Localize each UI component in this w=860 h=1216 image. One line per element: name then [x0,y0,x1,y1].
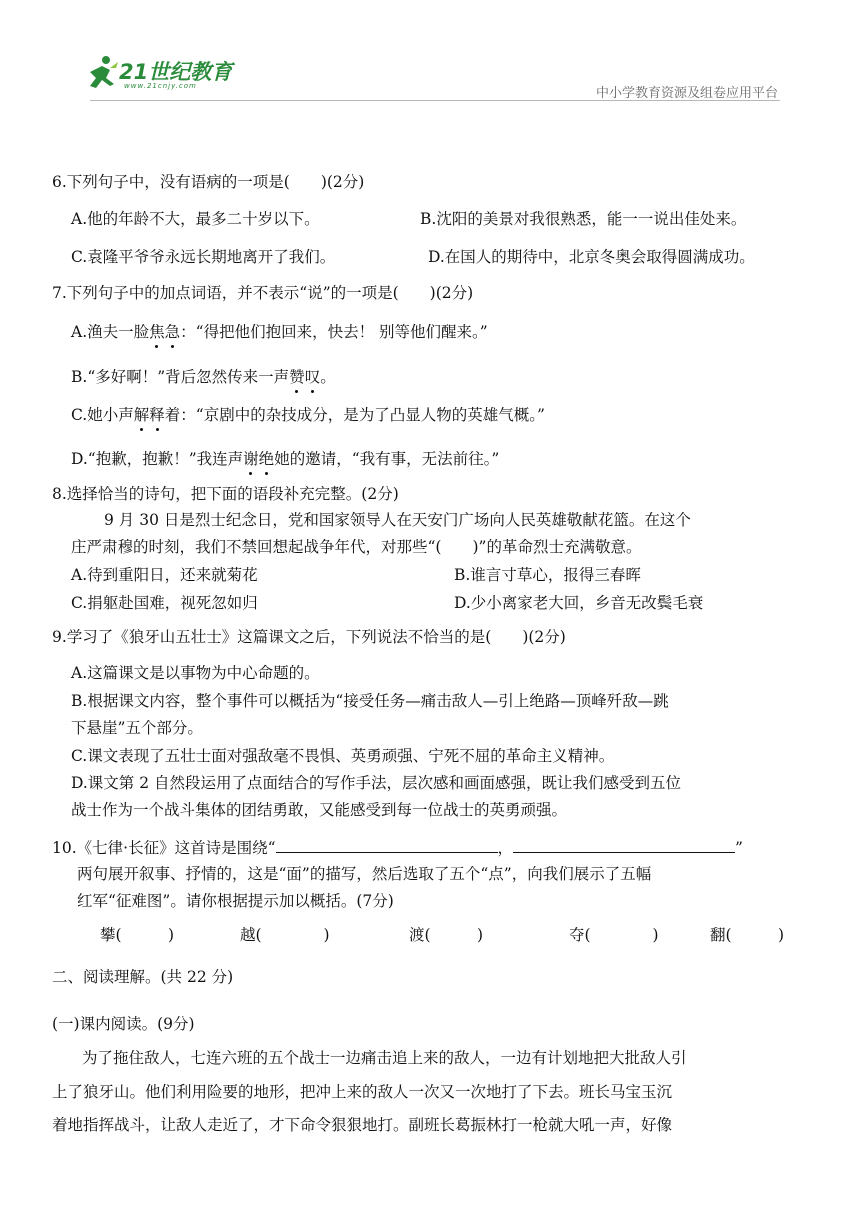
dotted-word: 叹 [304,368,321,386]
question-10-prompt-du: 渡( ) [409,926,484,944]
question-10-close-quote: ” [735,839,743,857]
question-8-option-c: C.捐躯赴国难，视死忽如归 [71,594,258,612]
option-text: A.渔夫一脸 [71,323,150,341]
runner-logo-icon [84,54,120,94]
question-6-option-c: C.袁隆平爷爷永远长期地离开了我们。 [71,248,336,266]
question-7-option-a [71,322,488,342]
question-9-option-a: A.这篇课文是以事物为中心命题的。 [71,664,320,682]
question-10-line-3: 红军“征难图”。请你根据提示加以概括。(7分) [77,892,394,910]
question-8-option-d: D.少小离家老大回，乡音无改鬓毛衰 [454,594,704,612]
platform-name: 中小学教育资源及组卷应用平台 [595,86,778,101]
question-6-option-a: A.他的年龄不大，最多二十岁以下。 [71,210,320,228]
option-text: 她的邀请，“我有事，无法前往。” [274,450,500,468]
question-10-comma: ， [497,839,514,857]
question-7-option-d [71,449,499,469]
dotted-word: 急 [164,323,181,341]
option-text: 。 [320,368,336,386]
question-10-prompt-pan: 攀( ) [100,926,175,944]
dotted-word: 释 [149,406,165,424]
header-divider [90,100,780,101]
option-text: C.她小声 [71,406,134,424]
reading-paragraph-line-3: 着地指挥战斗，让敌人走近了，才下命令狠狠地打。副班长葛振林打一枪就大吼一声，好像 [52,1116,673,1134]
question-7-option-c [71,405,545,425]
question-9-option-d-line-2: 战士作为一个战斗集体的团结勇敢，又能感受到每一位战士的英勇顽强。 [71,801,568,819]
question-8-option-a: A.待到重阳日，还来就菊花 [71,566,258,584]
page-header [0,0,860,110]
question-9-stem: 9.学习了《狼牙山五壮士》这篇课文之后，下列说法不恰当的是( )(2分) [52,628,566,646]
option-text: 着：“京剧中的杂技成分，是为了凸显人物的英雄气概。” [164,406,545,424]
answer-blank-2[interactable] [513,836,735,853]
question-6-option-b: B.沈阳的美景对我很熟悉，能一一说出佳处来。 [420,210,747,228]
dotted-word: 焦 [149,323,165,341]
reading-paragraph-line-2: 上了狼牙山。他们利用险要的地形，把冲上来的敌人一次又一次地打了下去。班长马宝玉沉 [52,1083,673,1101]
question-6-option-d: D.在国人的期待中，北京冬奥会取得圆满成功。 [428,248,755,266]
question-8-paragraph-line-2: 庄严肃穆的时刻，我们不禁回想起战争年代，对那些“( )”的革命烈士充满敬意。 [71,538,642,556]
question-10-prompt-duo: 夺( ) [569,926,659,944]
option-text: ：“得把他们抱回来，快去！ 别等他们醒来。” [180,323,488,341]
question-10-prompt-yue: 越( ) [240,926,330,944]
question-10-stem-text: 10.《七律·长征》这首诗是围绕“ [52,839,276,857]
question-7-stem: 7.下列句子中的加点词语，并不表示“说”的一项是( )(2分) [52,284,474,302]
question-8-option-b: B.谁言寸草心，报得三春晖 [454,566,641,584]
question-9-option-b-line-2: 下悬崖”五个部分。 [71,719,203,737]
question-8-stem: 8.选择恰当的诗句，把下面的语段补充完整。(2分) [52,485,399,503]
dotted-word: 谢 [243,450,259,468]
question-7-option-b [71,367,336,387]
reading-paragraph-line-1: 为了拖住敌人，七连六班的五个战士一边痛击追上来的敌人，一边有计划地把大批敌人引 [82,1049,687,1067]
section-2-title: 二、阅读理解。(共 22 分) [52,968,234,986]
option-text: D.“抱歉，抱歉！”我连声 [71,450,244,468]
dotted-word: 解 [133,406,150,424]
section-2-subtitle: (一)课内阅读。(9分) [52,1015,195,1033]
question-9-option-c: C.课文表现了五壮士面对强敌毫不畏惧、英勇顽强、宁死不屈的革命主义精神。 [71,747,615,765]
question-10-stem [52,836,743,858]
answer-blank-1[interactable] [276,836,498,853]
logo [84,52,254,98]
option-text: B.“多好啊！”背后忽然传来一声 [71,368,290,386]
question-9-option-d-line-1: D.课文第 2 自然段运用了点面结合的写作手法，层次感和画面感强，既让我们感受到五位 [71,774,682,792]
question-10-line-2: 两句展开叙事、抒情的，这是“面”的描写，然后选取了五个“点”，向我们展示了五幅 [77,865,652,883]
logo-url: www.21cnjy.com [124,82,197,90]
dotted-word: 赞 [289,368,305,386]
question-8-paragraph-line-1: 9 月 30 日是烈士纪念日，党和国家领导人在天安门广场向人民英雄敬献花篮。在这个 [104,511,691,529]
question-6-stem: 6.下列句子中，没有语病的一项是( )(2分) [52,173,365,191]
question-10-prompt-fan: 翻( ) [710,926,785,944]
logo-text: 21世纪教育 [119,60,233,84]
dotted-word: 绝 [258,450,275,468]
question-9-option-b-line-1: B.根据课文内容，整个事件可以概括为“接受任务—痛击敌人—引上绝路—顶峰歼敌—跳 [71,692,669,710]
